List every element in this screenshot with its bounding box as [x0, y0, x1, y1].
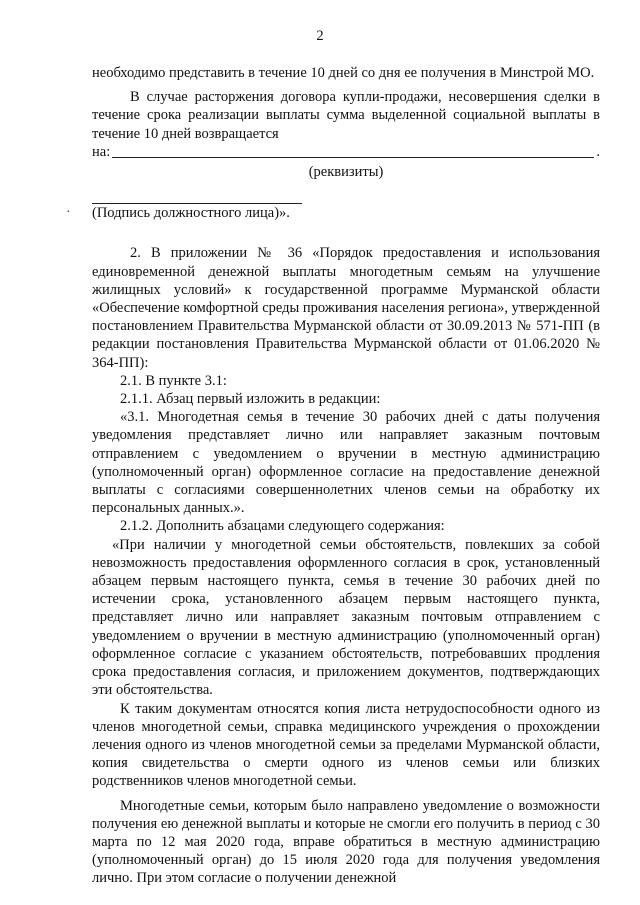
- paragraph-documents: К таким документам относятся копия листа нетрудоспособности одного из членов многодетной семьи, справка медицинского учреждения о прохождении лечения одного из членов многодетной семьи за пределами Мурманской области, копия свидетельства о смерти одного из членов семьи или близких родственников членов многодетной семьи.: [92, 700, 600, 790]
- paragraph-3-1-quote: «3.1. Многодетная семья в течение 30 рабочих дней с даты получения уведомления представляет лично или направляет заказным почтовым отправлением с уведомлением о вручении в местную администрацию (уполномоченный орган) оформленное согласие на предоставление денежной выплаты с согласиями совершеннолетних членов семьи на обработку их персональных данных.».: [92, 409, 600, 517]
- paragraph-large-families: Многодетные семьи, которым было направлено уведомление о возможности получения ею денежной выплаты и которые не смогли его получить в период с 30 марта по 12 мая 2020 года, вправе обратиться в местную администрацию (уполномоченный орган) до 15 июля 2020 года для получения уведомления лично. При этом согласие о получении денежной: [92, 797, 600, 887]
- paragraph-2: В случае расторжения договора купли-продажи, несовершения сделки в течение срока реализации выплаты сумма выделенной социальной выплаты в течение 10 дней возвращается: [92, 89, 600, 142]
- page-number: 2: [316, 28, 324, 44]
- paragraph-2-1-2: 2.1.2. Дополнить абзацами следующего содержания:: [120, 518, 445, 535]
- paragraph-amendment-2: 2. В приложении № 36 «Порядок предоставления и использования единовременной денежной выплаты многодетным семьям на улучшение жилищных условий» к государственной программе Мурманской области «Обеспечение комфортной среды проживания населения региона», утвержденной постановлением Правительства Мурманской области от 30.09.2013 № 571-ПП (в редакции постановления Правительства Мурманской области от 01.06.2020 № 364-ПП):: [92, 245, 600, 371]
- document-body: [92, 64, 600, 888]
- paragraph-circumstances: «При наличии у многодетной семьи обстоятельств, повлекших за собой невозможность предоставления оформленного согласия в срок, установленный абзацем первым настоящего пункта, семья в течение 30 рабочих дней по истечении срока, установленного абзацем первым настоящего пункта, представляет лично или направляет заказным почтовым отправлением с уведомлением о вручении в местную администрацию (уполномоченный орган) оформленное согласие с указанием обстоятельств, потребовавших продления срока предоставления согласия, и приложением документов, подтверждающих эти обстоятельства.: [92, 536, 600, 699]
- paragraph-1: необходимо представить в течение 10 дней со дня ее получения в Минстрой МО.: [92, 65, 595, 81]
- requisites-label: (реквизиты): [308, 164, 384, 181]
- signature-line: [92, 185, 302, 204]
- requisites-prefix: на:: [92, 143, 111, 160]
- paragraph-2-1: 2.1. В пункте 3.1:: [120, 372, 227, 389]
- paragraph-2-1-1: 2.1.1. Абзац первый изложить в редакции:: [120, 391, 381, 408]
- margin-mark: ·: [66, 205, 71, 220]
- signature-label: (Подпись должностного лица)».: [92, 205, 290, 222]
- requisites-row: [92, 143, 600, 161]
- requisites-fill-line: [112, 144, 594, 158]
- requisites-suffix: .: [596, 143, 600, 160]
